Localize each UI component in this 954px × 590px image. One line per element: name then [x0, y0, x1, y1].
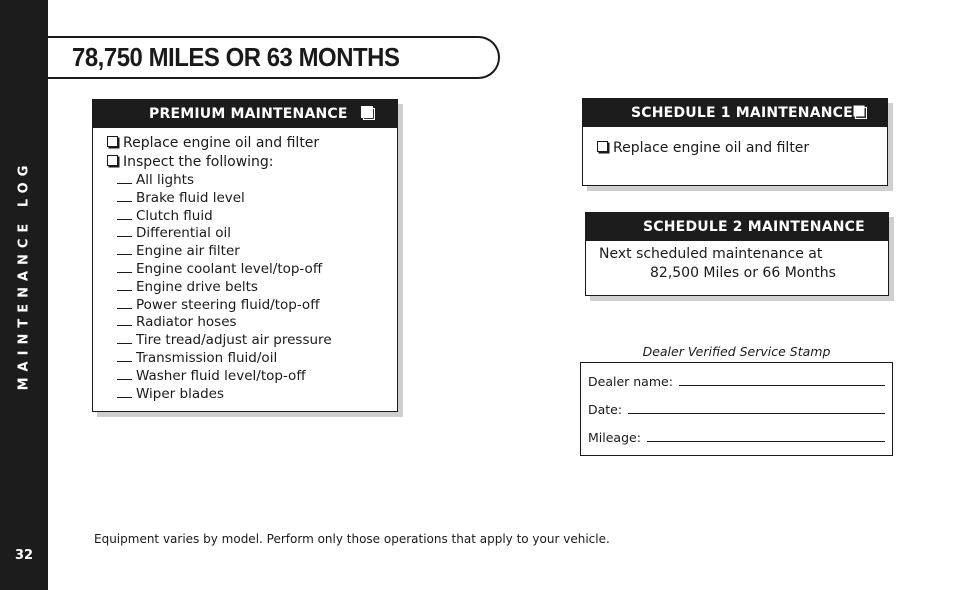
date-row: [588, 399, 885, 417]
schedule-2-body: [586, 241, 888, 283]
checkbox-icon: [107, 155, 118, 166]
checklist-item-label: Inspect the following:: [123, 154, 274, 170]
inspection-item: [93, 279, 397, 297]
stamp-caption: Dealer Verified Service Stamp: [642, 344, 831, 359]
inspection-item: [93, 297, 397, 315]
inspection-item-label: Clutch fluid: [136, 207, 213, 224]
inspection-item-label: Engine air filter: [136, 243, 240, 260]
blank-line: [117, 386, 132, 398]
next-maintenance-mileage: 82,500 Miles or 66 Months: [650, 265, 836, 281]
inspection-item-label: Wiper blades: [136, 385, 225, 402]
checklist-item-label: Replace engine oil and filter: [123, 135, 320, 151]
blank-line: [117, 208, 132, 220]
mileage-label: Mileage:: [588, 430, 641, 445]
premium-maintenance-body: [93, 128, 397, 403]
inspection-list: [93, 172, 397, 403]
mileage-row: [588, 427, 885, 445]
premium-maintenance-box: [92, 99, 398, 412]
inspection-item: [93, 225, 397, 243]
schedule-1-box: [582, 98, 888, 186]
inspection-item: [93, 208, 397, 226]
dealer-name-row: [588, 371, 885, 389]
inspection-item: [93, 332, 397, 350]
schedule-1-header: [583, 99, 887, 127]
blank-line: [117, 261, 132, 273]
blank-line: [117, 332, 132, 344]
checklist-item: [107, 153, 397, 172]
inspection-item: [93, 243, 397, 261]
blank-line: [117, 279, 132, 291]
blank-line: [117, 368, 132, 380]
schedule-2-header: [586, 213, 888, 241]
inspection-item: [93, 368, 397, 386]
footnote: Equipment varies by model. Perform only those operations that apply to your vehicle.: [94, 532, 610, 546]
blank-line: [117, 314, 132, 326]
inspection-item-label: Washer fluid level/top-off: [136, 367, 306, 384]
document-icon: [361, 106, 375, 120]
schedule-2-box: [585, 212, 889, 296]
checklist-item: [107, 134, 397, 153]
next-maintenance-text: Next scheduled maintenance at: [599, 246, 823, 262]
page-number: 32: [14, 548, 34, 563]
inspection-item-label: Radiator hoses: [136, 314, 237, 331]
dealer-stamp-box: [580, 362, 893, 456]
checkbox-icon: [597, 141, 608, 152]
inspection-item: [93, 314, 397, 332]
inspection-item-label: Transmission fluid/oil: [136, 349, 278, 366]
dealer-name-label: Dealer name:: [588, 374, 673, 389]
checklist-item: [597, 139, 887, 158]
title-banner: [48, 36, 500, 79]
date-line: [628, 412, 885, 414]
sidebar-label: MAINTENANCE LOG: [16, 159, 32, 391]
blank-line: [117, 350, 132, 362]
inspection-item: [93, 261, 397, 279]
inspection-item-label: Power steering fluid/top-off: [136, 296, 320, 313]
premium-maintenance-title: PREMIUM MAINTENANCE: [149, 106, 348, 122]
dealer-name-line: [679, 384, 885, 386]
blank-line: [117, 225, 132, 237]
date-label: Date:: [588, 402, 623, 417]
premium-maintenance-header: [93, 100, 397, 128]
inspection-item-label: Engine drive belts: [136, 278, 258, 295]
document-icon: [853, 105, 867, 119]
inspection-item-label: Brake fluid level: [136, 189, 245, 206]
schedule-1-title: SCHEDULE 1 MAINTENANCE: [631, 105, 853, 121]
inspection-item-label: All lights: [136, 172, 194, 188]
blank-line: [117, 172, 132, 184]
schedule-1-body: [583, 127, 887, 158]
inspection-item: [93, 190, 397, 208]
inspection-item: [93, 172, 397, 190]
checkbox-icon: [107, 136, 118, 147]
inspection-item-label: Tire tread/adjust air pressure: [136, 332, 332, 349]
inspection-item-label: Engine coolant level/top-off: [136, 260, 323, 277]
blank-line: [117, 297, 132, 309]
inspection-item: [93, 386, 397, 404]
inspection-item-label: Differential oil: [136, 225, 231, 242]
page-title: 78,750 MILES OR 63 MONTHS: [72, 42, 400, 72]
blank-line: [117, 243, 132, 255]
sidebar: [0, 0, 48, 590]
checklist-item-label: Replace engine oil and filter: [613, 140, 810, 156]
mileage-line: [647, 440, 885, 442]
schedule-2-title: SCHEDULE 2 MAINTENANCE: [643, 219, 865, 235]
inspection-item: [93, 350, 397, 368]
blank-line: [117, 190, 132, 202]
